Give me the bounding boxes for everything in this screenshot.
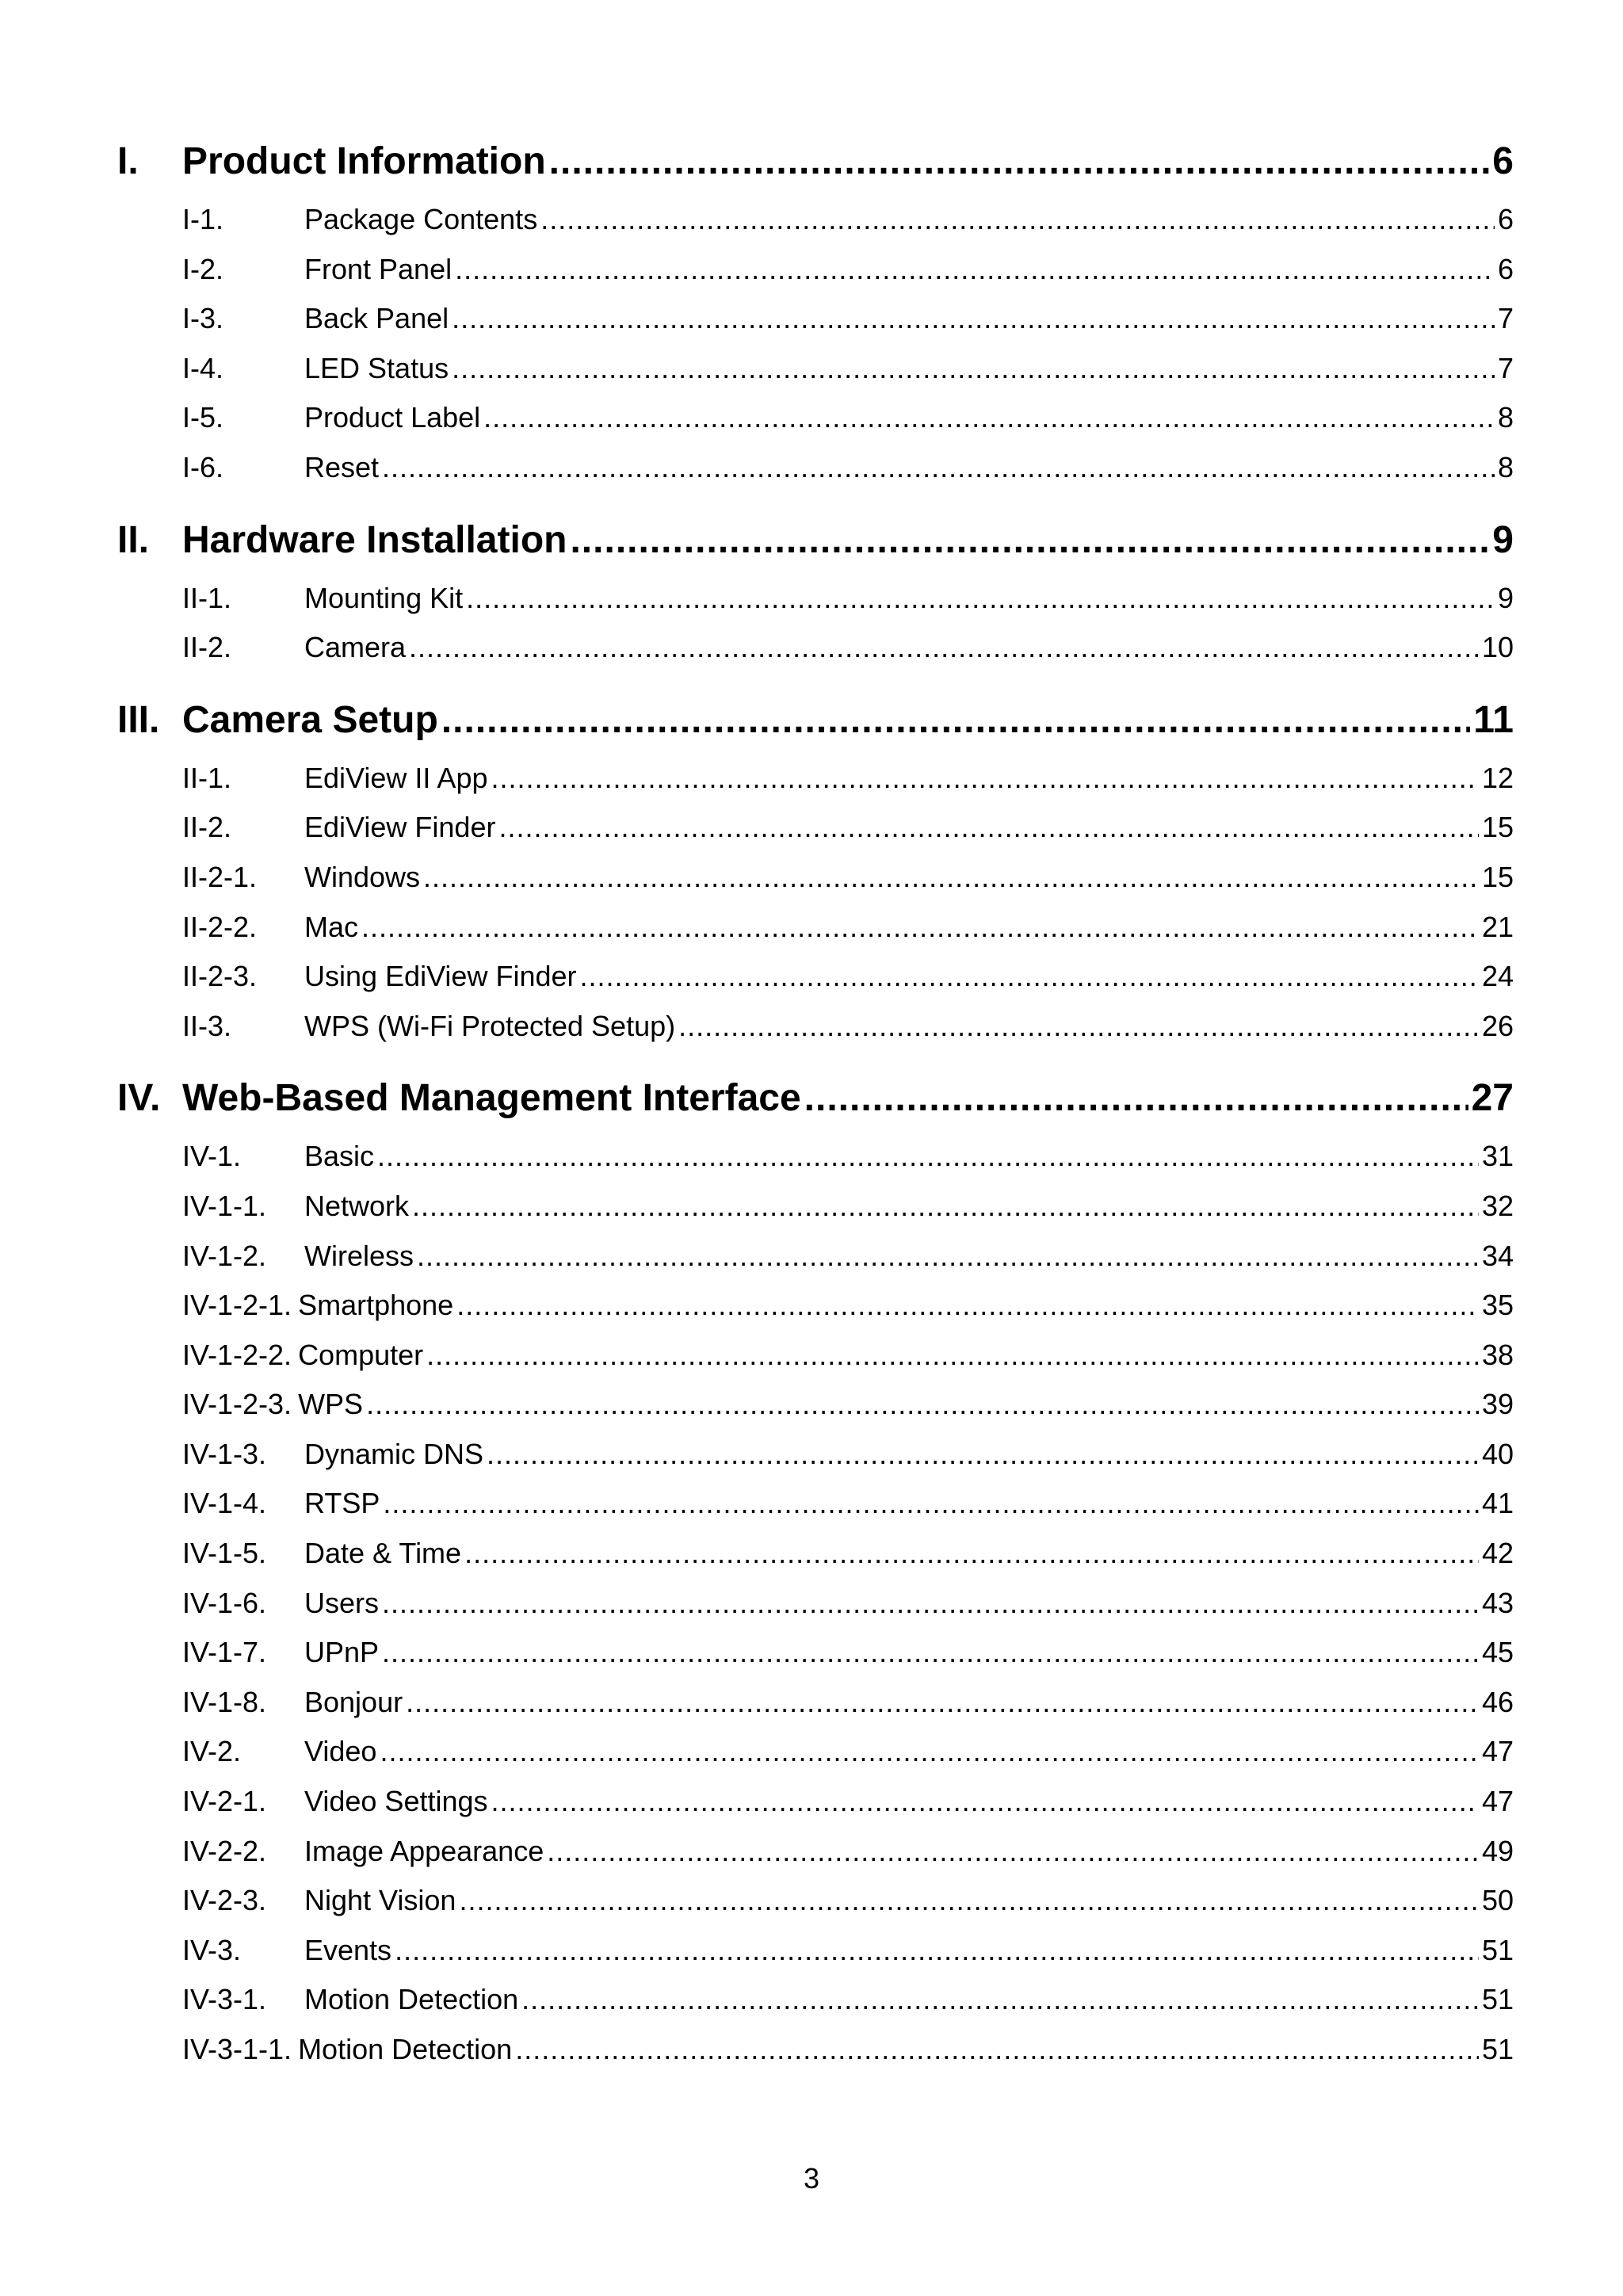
chapter-page-number: 27 — [1471, 1077, 1514, 1120]
entry-page-number: 8 — [1497, 450, 1514, 483]
chapter-title: Web-Based Management Interface — [182, 1077, 801, 1120]
table-of-contents — [117, 139, 1514, 2083]
entry-number: I-5. — [182, 401, 224, 434]
dot-leader — [366, 1388, 1479, 1421]
entry-page-number: 26 — [1481, 1009, 1514, 1042]
dot-leader — [395, 1934, 1479, 1967]
entry-page-number: 49 — [1481, 1834, 1514, 1867]
entry-number: IV-3-1-1. — [182, 2033, 292, 2065]
toc-chapter-row[interactable] — [117, 518, 1514, 575]
dot-leader — [426, 1339, 1479, 1372]
entry-number: I-1. — [182, 203, 224, 235]
entry-title: LED Status — [304, 351, 449, 384]
entry-page-number: 51 — [1481, 2033, 1514, 2065]
entry-title: Bonjour — [304, 1685, 403, 1718]
entry-title: EdiView II App — [304, 761, 488, 794]
toc-entry-row[interactable] — [117, 762, 1514, 812]
chapter-title: Product Information — [182, 140, 546, 182]
entry-title: Windows — [304, 860, 421, 893]
toc-entry-row[interactable] — [117, 582, 1514, 632]
toc-entry-row[interactable] — [117, 1735, 1514, 1785]
chapter-number: I. — [117, 140, 139, 182]
dot-leader — [466, 582, 1495, 615]
entry-number: II-2-2. — [182, 910, 258, 943]
dot-leader — [491, 1785, 1479, 1818]
chapter-page-number: 6 — [1492, 140, 1514, 182]
chapter-title: Hardware Installation — [182, 518, 567, 561]
entry-page-number: 7 — [1497, 351, 1514, 384]
entry-number: IV-1-7. — [182, 1636, 267, 1669]
entry-number: II-1. — [182, 581, 232, 614]
dot-leader — [678, 1010, 1479, 1043]
dot-leader — [380, 1735, 1479, 1768]
entry-page-number: 6 — [1497, 203, 1514, 235]
entry-number: IV-2-2. — [182, 1834, 267, 1867]
toc-entry-row[interactable] — [117, 1190, 1514, 1240]
entry-number: I-4. — [182, 351, 224, 384]
chapter-page-number: 11 — [1473, 698, 1514, 741]
toc-entry-row[interactable] — [117, 2033, 1514, 2083]
entry-number: IV-2. — [182, 1735, 242, 1768]
toc-entry-row[interactable] — [117, 1010, 1514, 1060]
dot-leader — [452, 352, 1495, 385]
toc-entry-row[interactable] — [117, 1983, 1514, 2033]
dot-leader — [377, 1140, 1479, 1173]
entry-page-number: 41 — [1481, 1487, 1514, 1520]
dot-leader — [409, 631, 1479, 664]
entry-page-number: 21 — [1481, 910, 1514, 943]
toc-entry-row[interactable] — [117, 352, 1514, 402]
entry-title: Wireless — [304, 1239, 414, 1272]
entry-title: Night Vision — [304, 1884, 456, 1917]
entry-title: Smartphone — [298, 1289, 454, 1322]
entry-title: UPnP — [304, 1636, 380, 1669]
dot-leader — [423, 861, 1479, 894]
entry-page-number: 38 — [1481, 1338, 1514, 1371]
toc-chapter-row[interactable] — [117, 1076, 1514, 1133]
entry-page-number: 9 — [1497, 581, 1514, 614]
entry-number: IV-2-3. — [182, 1884, 267, 1917]
dot-leader — [570, 518, 1489, 562]
entry-title: Image Appearance — [304, 1834, 544, 1867]
entry-title: Users — [304, 1586, 380, 1619]
chapter-number: IV. — [117, 1077, 161, 1120]
chapter-number: III. — [117, 698, 160, 741]
entry-number: IV-3. — [182, 1933, 242, 1966]
dot-leader — [491, 762, 1479, 795]
entry-page-number: 43 — [1481, 1586, 1514, 1619]
entry-title: Reset — [304, 450, 380, 483]
dot-leader — [406, 1686, 1479, 1719]
toc-entry-row[interactable] — [117, 451, 1514, 501]
entry-number: IV-1-8. — [182, 1685, 267, 1718]
toc-entry-row[interactable] — [117, 811, 1514, 861]
toc-chapter-row[interactable] — [117, 698, 1514, 755]
toc-entry-row[interactable] — [117, 1884, 1514, 1934]
toc-entry-row[interactable] — [117, 302, 1514, 352]
entry-number: I-6. — [182, 450, 224, 483]
toc-entry-row[interactable] — [117, 861, 1514, 911]
toc-entry-row[interactable] — [117, 1785, 1514, 1835]
entry-page-number: 15 — [1481, 811, 1514, 844]
entry-number: II-3. — [182, 1009, 232, 1042]
entry-number: IV-1. — [182, 1140, 242, 1173]
toc-entry-row[interactable] — [117, 1487, 1514, 1537]
dot-leader — [441, 698, 1470, 742]
toc-entry-row[interactable] — [117, 960, 1514, 1010]
entry-number: IV-1-4. — [182, 1487, 267, 1520]
entry-page-number: 8 — [1497, 401, 1514, 434]
entry-page-number: 15 — [1481, 860, 1514, 893]
entry-page-number: 12 — [1481, 761, 1514, 794]
dot-leader — [361, 911, 1479, 944]
toc-entry-row[interactable] — [117, 401, 1514, 451]
entry-page-number: 6 — [1497, 252, 1514, 285]
chapter-number: II. — [117, 518, 150, 561]
entry-page-number: 24 — [1481, 960, 1514, 993]
entry-title: Mounting Kit — [304, 581, 464, 614]
toc-chapter-row[interactable] — [117, 139, 1514, 197]
dot-leader — [464, 1537, 1479, 1570]
entry-page-number: 47 — [1481, 1785, 1514, 1818]
entry-page-number: 10 — [1481, 631, 1514, 664]
toc-entry-row[interactable] — [117, 203, 1514, 253]
entry-title: Network — [304, 1189, 410, 1222]
entry-number: IV-1-2. — [182, 1239, 267, 1272]
dot-leader — [383, 1487, 1479, 1520]
dot-leader — [483, 401, 1495, 434]
dot-leader — [382, 1587, 1479, 1620]
chapter-title: Camera Setup — [182, 698, 438, 741]
toc-entry-row[interactable] — [117, 1587, 1514, 1637]
entry-number: IV-1-2-3. — [182, 1388, 292, 1421]
entry-title: Video Settings — [304, 1785, 488, 1818]
entry-page-number: 34 — [1481, 1239, 1514, 1272]
entry-page-number: 35 — [1481, 1289, 1514, 1322]
entry-number: IV-3-1. — [182, 1983, 267, 2016]
dot-leader — [459, 1884, 1479, 1917]
dot-leader — [521, 1983, 1479, 2016]
entry-title: EdiView Finder — [304, 811, 496, 844]
toc-entry-row[interactable] — [117, 1636, 1514, 1686]
dot-leader — [549, 139, 1490, 183]
entry-page-number: 45 — [1481, 1636, 1514, 1669]
entry-number: II-2. — [182, 811, 232, 844]
toc-entry-row[interactable] — [117, 1289, 1514, 1339]
entry-title: RTSP — [304, 1487, 380, 1520]
entry-number: I-2. — [182, 252, 224, 285]
entry-title: Mac — [304, 910, 359, 943]
dot-leader — [452, 302, 1495, 335]
toc-entry-row[interactable] — [117, 1835, 1514, 1885]
chapter-page-number: 9 — [1492, 518, 1514, 561]
entry-page-number: 40 — [1481, 1437, 1514, 1470]
toc-entry-row[interactable] — [117, 1388, 1514, 1438]
entry-title: WPS (Wi-Fi Protected Setup) — [304, 1009, 676, 1042]
entry-number: IV-1-2-1. — [182, 1289, 292, 1322]
entry-number: II-1. — [182, 761, 232, 794]
dot-leader — [382, 1636, 1479, 1669]
dot-leader — [455, 253, 1495, 286]
entry-page-number: 51 — [1481, 1933, 1514, 1966]
entry-title: Basic — [304, 1140, 375, 1173]
entry-page-number: 32 — [1481, 1189, 1514, 1222]
toc-entry-row[interactable] — [117, 1438, 1514, 1488]
toc-entry-row[interactable] — [117, 253, 1514, 303]
entry-title: Camera — [304, 631, 407, 664]
toc-entry-row[interactable] — [117, 1140, 1514, 1190]
toc-entry-row[interactable] — [117, 1934, 1514, 1984]
entry-title: Video — [304, 1735, 377, 1768]
entry-number: IV-1-6. — [182, 1586, 267, 1619]
entry-page-number: 42 — [1481, 1537, 1514, 1570]
entry-title: Date & Time — [304, 1537, 462, 1570]
entry-page-number: 7 — [1497, 302, 1514, 335]
entry-number: II-2-3. — [182, 960, 258, 993]
dot-leader — [580, 960, 1479, 993]
entry-number: IV-1-5. — [182, 1537, 267, 1570]
entry-number: IV-1-2-2. — [182, 1338, 292, 1371]
entry-title: Events — [304, 1933, 392, 1966]
dot-leader — [487, 1438, 1479, 1471]
dot-leader — [456, 1289, 1479, 1322]
dot-leader — [382, 451, 1495, 484]
entry-title: WPS — [298, 1388, 364, 1421]
entry-title: Computer — [298, 1338, 424, 1371]
toc-entry-row[interactable] — [117, 1240, 1514, 1289]
page-number: 3 — [803, 2162, 820, 2195]
dot-leader — [804, 1076, 1468, 1120]
entry-page-number: 39 — [1481, 1388, 1514, 1421]
entry-title: Using EdiView Finder — [304, 960, 577, 993]
entry-title: Product Label — [304, 401, 481, 434]
dot-leader — [540, 203, 1495, 236]
entry-page-number: 50 — [1481, 1884, 1514, 1917]
entry-page-number: 31 — [1481, 1140, 1514, 1173]
entry-title: Front Panel — [304, 252, 453, 285]
entry-title: Motion Detection — [298, 2033, 513, 2065]
entry-number: II-2. — [182, 631, 232, 664]
toc-entry-row[interactable] — [117, 1537, 1514, 1587]
dot-leader — [547, 1835, 1479, 1868]
entry-title: Back Panel — [304, 302, 449, 335]
entry-page-number: 47 — [1481, 1735, 1514, 1768]
entry-number: IV-1-1. — [182, 1189, 267, 1222]
dot-leader — [412, 1190, 1479, 1223]
dot-leader — [417, 1240, 1479, 1273]
entry-page-number: 46 — [1481, 1685, 1514, 1718]
entry-number: I-3. — [182, 302, 224, 335]
entry-number: IV-1-3. — [182, 1437, 267, 1470]
toc-entry-row[interactable] — [117, 631, 1514, 681]
entry-title: Package Contents — [304, 203, 538, 235]
dot-leader — [498, 811, 1479, 844]
dot-leader — [515, 2033, 1479, 2066]
entry-number: IV-2-1. — [182, 1785, 267, 1818]
toc-entry-row[interactable] — [117, 911, 1514, 961]
entry-page-number: 51 — [1481, 1983, 1514, 2016]
entry-title: Motion Detection — [304, 1983, 519, 2016]
entry-number: II-2-1. — [182, 860, 258, 893]
toc-entry-row[interactable] — [117, 1339, 1514, 1389]
entry-title: Dynamic DNS — [304, 1437, 484, 1470]
toc-entry-row[interactable] — [117, 1686, 1514, 1736]
